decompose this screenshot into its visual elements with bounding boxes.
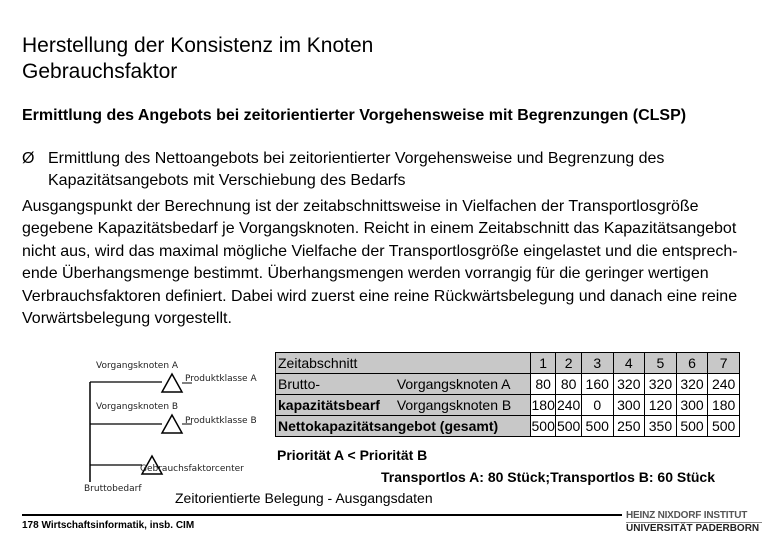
table-cell: 0 bbox=[581, 395, 613, 416]
table-cell: 500 bbox=[581, 416, 613, 437]
table-row-node-b bbox=[276, 395, 740, 416]
bullet-text: Ermittlung des Nettoangebots bei zeitorientierter Vorgehensweise und Begrenzung des Kapazitätsangebots mit Verschiebung des Bedarfs bbox=[48, 150, 665, 189]
node-diagram bbox=[82, 352, 282, 497]
table-row-net bbox=[276, 416, 740, 437]
period-cell: 4 bbox=[613, 353, 645, 374]
table-cell: 180 bbox=[530, 395, 555, 416]
diagram-product-a-label: Produktklasse A bbox=[185, 374, 257, 384]
table-row-node-a bbox=[276, 374, 740, 395]
priority-text: Priorität A < Priorität B bbox=[277, 447, 428, 463]
diagram-consumption-label: Gebrauchsfaktorcenter bbox=[140, 464, 244, 474]
table-cell: 120 bbox=[645, 395, 677, 416]
diagram-product-b-label: Produktklasse B bbox=[185, 416, 257, 426]
table-cell: 350 bbox=[645, 416, 677, 437]
net-capacity-label: Nettokapazitätsangebot (gesamt) bbox=[276, 416, 531, 437]
body-paragraph: Ausgangspunkt der Berechnung ist der zeitabschnittsweise in Vielfachen der Transportlosgröße gegebene Kapazitätsbedarf je Vorgangsknoten. Reicht in einem Zeitabschnitt das Kapazitätsangebot nicht aus, wird das maximal mögliche Vielfache der Transportlosgröße eingelastet und die entsprech-ende Überhangsmenge bestimmt. Überhangsmengen werden vorrangig für die geringer wertigen Verbrauchsfaktoren definiert. Dabei wird zuerst eine reine Rückwärtsbelegung und danach eine reine Vorwärtsbelegung vorgestellt. bbox=[22, 198, 738, 328]
table-cell: 320 bbox=[645, 374, 677, 395]
transport-lot-text: Transportlos A: 80 Stück;Transportlos B: 60 Stück bbox=[381, 469, 716, 485]
period-cell: 5 bbox=[645, 353, 677, 374]
footer-divider bbox=[22, 514, 622, 516]
slide-title bbox=[22, 33, 373, 85]
capacity-table bbox=[275, 352, 740, 442]
period-cell: 3 bbox=[581, 353, 613, 374]
slide-title-line2: Gebrauchsfaktor bbox=[22, 60, 178, 83]
logo-line1: HEINZ NIXDORF INSTITUT bbox=[626, 510, 748, 521]
table-cell: 250 bbox=[613, 416, 645, 437]
table-cell: 240 bbox=[708, 374, 740, 395]
table-cell: 240 bbox=[556, 395, 581, 416]
node-a-label: Vorgangsknoten A bbox=[395, 374, 531, 395]
period-cell: 1 bbox=[530, 353, 555, 374]
diagram-node-a-label: Vorgangsknoten A bbox=[96, 361, 179, 371]
section-heading: Ermittlung des Angebots bei zeitorientierter Vorgehensweise mit Begrenzungen (CLSP) bbox=[22, 107, 687, 124]
table-header-row bbox=[276, 353, 740, 374]
diagram-node-b-label: Vorgangsknoten B bbox=[96, 402, 179, 412]
diagram-gross-demand-label: Bruttobedarf bbox=[84, 484, 142, 494]
gross-label-top: Brutto- bbox=[276, 374, 395, 395]
table-cell: 300 bbox=[676, 395, 708, 416]
gross-label-bottom: kapazitätsbearf bbox=[276, 395, 395, 416]
table-cell: 300 bbox=[613, 395, 645, 416]
figure-caption: Zeitorientierte Belegung - Ausgangsdaten bbox=[175, 490, 433, 506]
table-cell: 500 bbox=[676, 416, 708, 437]
bullet-item bbox=[22, 148, 762, 192]
footer-text: 178 Wirtschaftsinformatik, insb. CIM bbox=[22, 520, 195, 531]
period-cell: 6 bbox=[676, 353, 708, 374]
table-cell: 80 bbox=[556, 374, 581, 395]
node-b-label: Vorgangsknoten B bbox=[395, 395, 531, 416]
capacity-table-grid bbox=[275, 352, 740, 437]
period-cell: 2 bbox=[556, 353, 581, 374]
slide-title-line1: Herstellung der Konsistenz im Knoten bbox=[22, 34, 374, 57]
period-cell: 7 bbox=[708, 353, 740, 374]
table-cell: 320 bbox=[676, 374, 708, 395]
node-a-triangle-icon bbox=[162, 374, 182, 392]
logo-line2: UNIVERSITÄT PADERBORN bbox=[626, 522, 762, 535]
table-cell: 80 bbox=[530, 374, 555, 395]
table-cell: 320 bbox=[613, 374, 645, 395]
institute-logo bbox=[626, 510, 762, 535]
table-cell: 500 bbox=[530, 416, 555, 437]
table-header-label: Zeitabschnitt bbox=[276, 353, 531, 374]
bullet-arrow-icon: Ø bbox=[22, 150, 35, 167]
table-cell: 500 bbox=[708, 416, 740, 437]
table-cell: 500 bbox=[556, 416, 581, 437]
node-b-triangle-icon bbox=[162, 415, 182, 433]
table-cell: 180 bbox=[708, 395, 740, 416]
table-cell: 160 bbox=[581, 374, 613, 395]
